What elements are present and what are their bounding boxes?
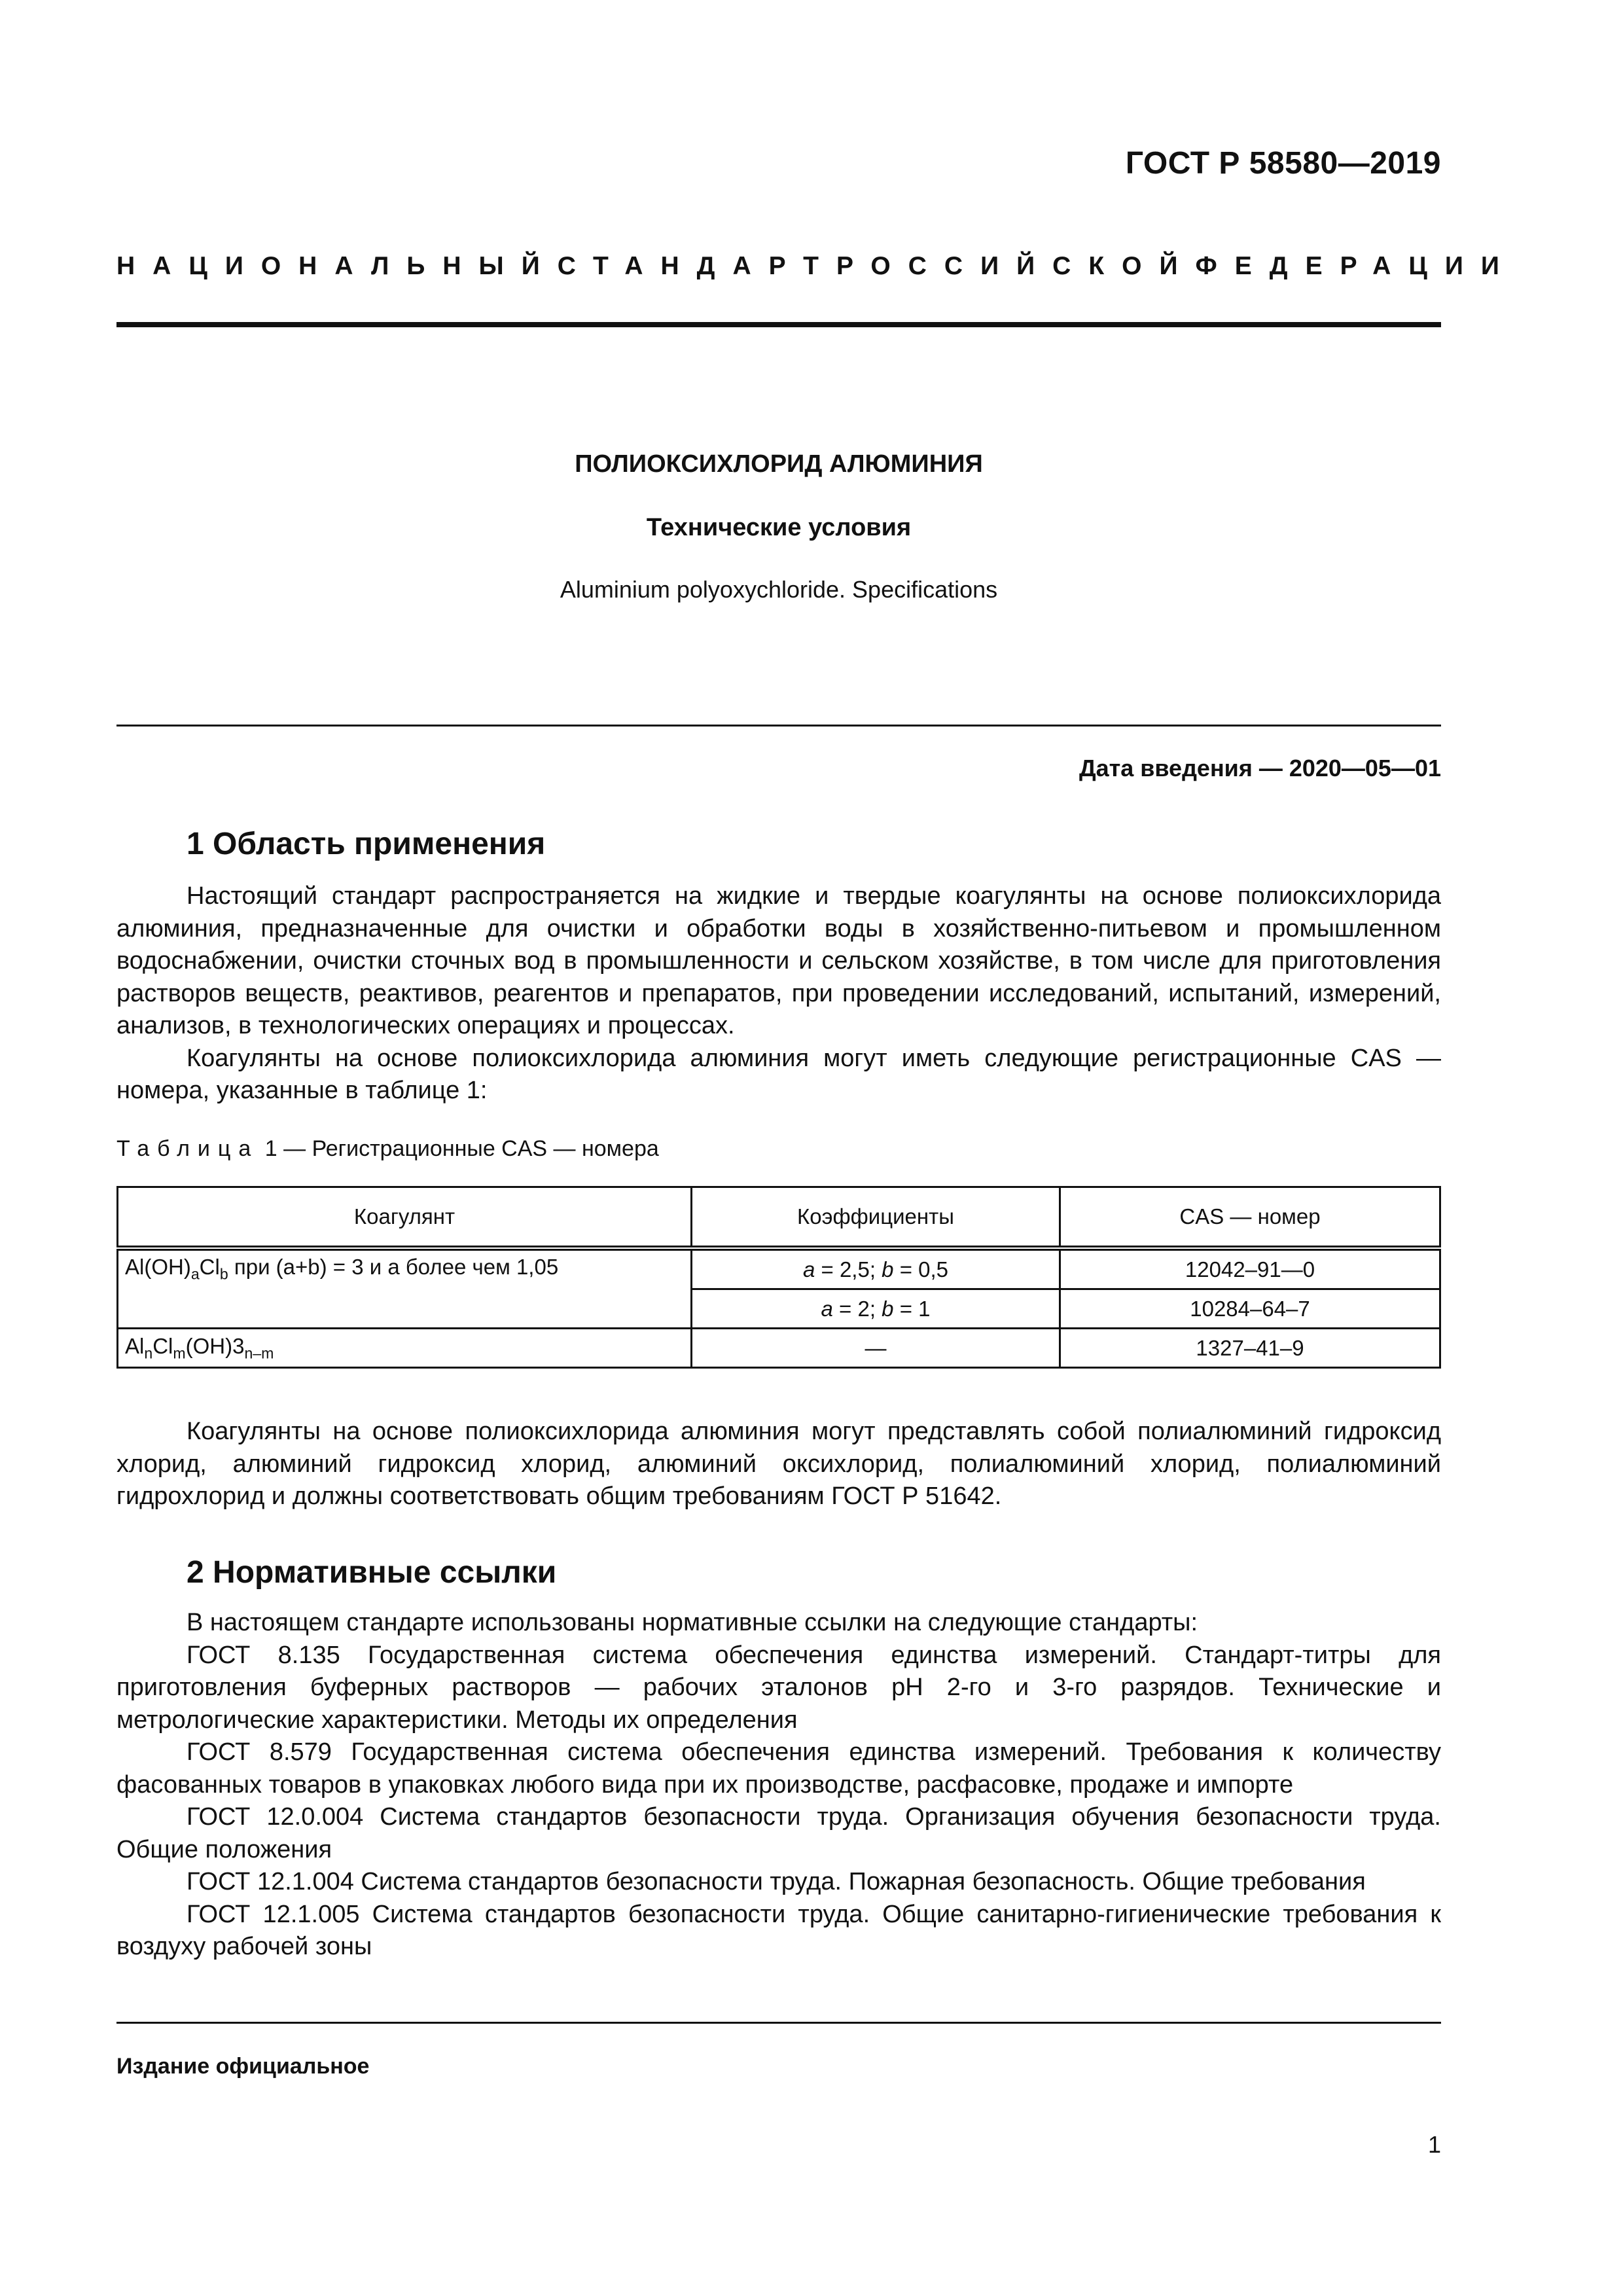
- cell-coagulant-formula-1: [118, 1248, 692, 1329]
- formula-subscript: b: [219, 1265, 228, 1283]
- reference-entry: ГОСТ 12.0.004 Система стандартов безопасности труда. Организация обучения безопасности труда. Общие положения: [116, 1803, 1441, 1863]
- table-header-row: [118, 1187, 1440, 1249]
- formula-subscript: m: [173, 1344, 186, 1362]
- section-2-heading: 2 Нормативные ссылки: [187, 1555, 557, 1590]
- formula-subscript: n: [144, 1344, 153, 1362]
- cell-coefficients: —: [692, 1329, 1060, 1368]
- cell-cas-number: 1327–41–9: [1060, 1329, 1440, 1368]
- reference-entry: ГОСТ 8.135 Государственная система обеспечения единства измерений. Стандарт-титры для приготовления буферных растворов — рабочих эталонов pH 2-го и 3-го разрядов. Технические и метрологические характеристики. Методы их определения: [116, 1641, 1441, 1734]
- formula-text: Al: [125, 1333, 145, 1358]
- reference-entry: ГОСТ 12.1.004 Система стандартов безопасности труда. Пожарная безопасность. Общие требования: [187, 1868, 1366, 1895]
- coef-value: = 2;: [832, 1296, 882, 1321]
- coef-value: = 1: [893, 1296, 931, 1321]
- national-title-word: РОССИЙСКОЙ: [836, 252, 1196, 280]
- formula-text: Cl: [199, 1255, 220, 1279]
- document-title: ПОЛИОКСИХЛОРИД АЛЮМИНИЯ: [575, 450, 983, 478]
- section-1-heading: 1 Область применения: [187, 827, 546, 861]
- page-number: 1: [1427, 2131, 1441, 2158]
- coef-value: = 2,5;: [815, 1257, 882, 1282]
- table-caption-text: — Регистрационные CAS — номера: [277, 1136, 659, 1161]
- section-2-body: [116, 1607, 1441, 1964]
- table-caption-number: 1: [264, 1136, 277, 1161]
- document-subtitle: Технические условия: [646, 514, 912, 541]
- reference-entry: ГОСТ 8.579 Государственная система обеспечения единства измерений. Требования к количеству фасованных товаров в упаковках любого вида при их производстве, расфасовке, продаже и импорте: [116, 1738, 1441, 1799]
- footer-rule: [116, 2022, 1441, 2024]
- cell-coefficients: [692, 1248, 1060, 1289]
- coef-variable: b: [882, 1296, 894, 1321]
- section-1-body-continued: [116, 1416, 1441, 1513]
- title-rule: [116, 725, 1441, 726]
- official-edition-label: Издание официальное: [116, 2054, 370, 2079]
- formula-subscript: n–m: [244, 1344, 274, 1362]
- coef-variable: b: [882, 1257, 894, 1282]
- coef-variable: a: [821, 1296, 833, 1321]
- header-cas-number: CAS — номер: [1060, 1187, 1440, 1249]
- national-title-word: НАЦИОНАЛЬНЫЙ: [116, 252, 558, 280]
- header-coagulant: Коагулянт: [118, 1187, 692, 1249]
- paragraph: Коагулянты на основе полиоксихлорида алюминия могут иметь следующие регистрационные CAS — номера, указанные в таблице 1:: [116, 1044, 1441, 1104]
- coef-value: = 0,5: [893, 1257, 949, 1282]
- section-1-body: [116, 880, 1441, 1107]
- national-title-word: ФЕДЕРАЦИИ: [1195, 252, 1517, 280]
- formula-text: Al(OH): [125, 1255, 191, 1279]
- cell-cas-number: 12042–91—0: [1060, 1248, 1440, 1289]
- coef-variable: a: [802, 1257, 815, 1282]
- cell-cas-number: 10284–64–7: [1060, 1289, 1440, 1329]
- table-caption-label: Таблица: [116, 1136, 259, 1161]
- cas-numbers-table: [116, 1186, 1441, 1369]
- formula-text: Cl: [152, 1333, 173, 1358]
- paragraph: Коагулянты на основе полиоксихлорида алюминия могут представлять собой полиалюминий гидроксид хлорид, алюминий гидроксид хлорид, алюминий оксихлорид, полиалюминий хлорид, полиалюминий гидрохлорид и должны соответствовать общим требованиям ГОСТ Р 51642.: [116, 1418, 1441, 1510]
- table-row: [118, 1329, 1440, 1368]
- formula-subscript: a: [190, 1265, 200, 1283]
- formula-text: (OH)3: [185, 1333, 245, 1358]
- national-standard-title: [116, 252, 1517, 281]
- cell-coefficients: [692, 1289, 1060, 1329]
- table-row: [118, 1248, 1440, 1289]
- header-rule: [116, 322, 1441, 327]
- formula-text: при (a+b) = 3 и a более чем 1,05: [228, 1255, 559, 1279]
- national-title-word: СТАНДАРТ: [557, 252, 836, 280]
- reference-entry: ГОСТ 12.1.005 Система стандартов безопасности труда. Общие санитарно-гигиенические требования к воздуху рабочей зоны: [116, 1900, 1441, 1960]
- standard-code: ГОСТ Р 58580—2019: [1125, 146, 1441, 181]
- paragraph: Настоящий стандарт распространяется на жидкие и твердые коагулянты на основе полиоксихлорида алюминия, предназначенные для очистки и обработки воды в хозяйственно-питьевом и промышленном водоснабжении, очистки сточных вод в промышленности и сельском хозяйстве, в том числе для приготовления растворов веществ, реактивов, реагентов и препаратов, при проведении исследований, испытаний, измерений, анализов, в технологических операциях и процессах.: [116, 882, 1441, 1039]
- introduction-date: Дата введения — 2020—05—01: [1079, 755, 1441, 781]
- header-coefficients: Коэффициенты: [692, 1187, 1060, 1249]
- document-title-english: Aluminium polyoxychloride. Specifications: [560, 576, 998, 603]
- cell-coagulant-formula-2: [118, 1329, 692, 1368]
- table-caption: [116, 1136, 659, 1162]
- paragraph: В настоящем стандарте использованы нормативные ссылки на следующие стандарты:: [187, 1609, 1198, 1636]
